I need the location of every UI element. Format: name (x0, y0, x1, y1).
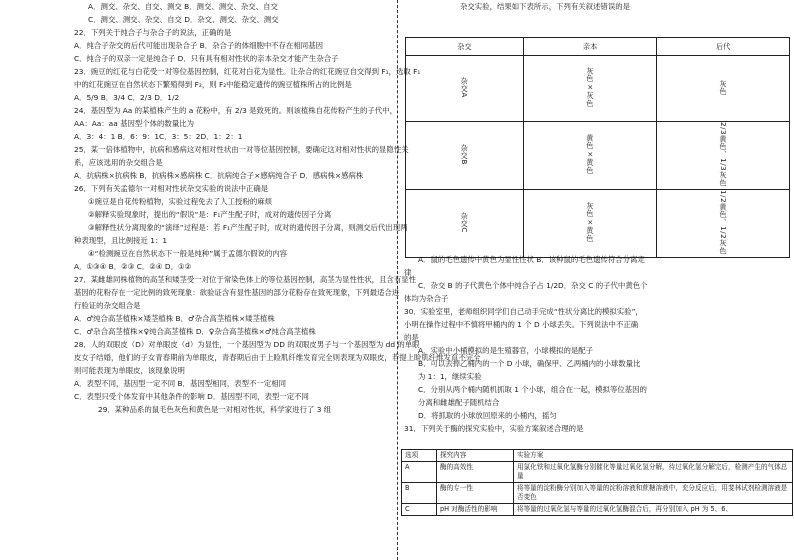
exp-option-b: B (405, 484, 410, 492)
offspring-a: 灰色 (718, 79, 728, 95)
right-column (404, 0, 790, 513)
genetics-row-b (406, 122, 790, 190)
text-line: 则可能表现为单眼皮，该现象说明 (74, 366, 185, 375)
text-line: 律 (404, 268, 412, 277)
parents-b: 黄色×黄色 (585, 134, 595, 175)
exp-topic-a: 酶的高效性 (440, 463, 473, 471)
text-line: ②解释实验现象时，提出的“假说”是：F₁产生配子时，成对的遗传因子分离 (88, 210, 332, 219)
text-line: D．将抓取的小球放回原来的小桶内，摇匀 (418, 411, 557, 420)
exp-topic-b: 酶的专一性 (440, 484, 473, 492)
text-line: 24．基因型为 Aa 的某植株产生的 a 花粉中，有 2/3 是致死的。则该植株自花传粉产生的子代中， (74, 106, 397, 115)
text-line: B．可以去掉乙桶内的一个 D 小球，确保甲、乙两桶内的小球数量比 (418, 359, 641, 368)
column-divider (397, 0, 398, 560)
right-text-after-table (404, 253, 790, 435)
text-line: 体均为杂合子 (404, 294, 449, 303)
text-line: 分离和雌雄配子随机结合 (418, 398, 500, 407)
text-line: A．测交、杂交、自交、测交 B．测交、测交、杂交、自交 (88, 2, 278, 11)
exp-option-c: C (405, 505, 410, 513)
text-line: 系，应该选用的杂交组合是 (74, 158, 163, 167)
text-line: 25．某一倍体植物中，抗病和感病这对相对性状由一对等位基因控制，要确定这对相对性状的显隐性关 (74, 145, 409, 154)
text-line: A．鼠的毛色遗传中黄色为显性性状 B．该种鼠的毛色遗传符合分离定 (418, 255, 645, 264)
exp-header-option: 选项 (405, 451, 419, 459)
text-line: ④“检测豌豆在自然状态下一般是纯种”属于孟德尔假说的内容 (88, 249, 288, 258)
exp-option-a: A (405, 463, 410, 471)
text-line: 的是 (404, 333, 419, 342)
header-parents: 亲本 (582, 41, 598, 51)
text-line: 30．实验室里，老师组织同学们自己动手完成“性状分离比的模拟实验”， (404, 307, 643, 316)
text-line: 基因的花粉存在一定比例的致死现象：欲验证含有显性基因的部分花粉存在致死现象，下列最适合进 (74, 288, 400, 297)
text-line: 皮女子结婚，他们的子女青春期前为单眼皮，青春期后由于上睑肌纤维发育完全则表现为双眼皮，若提上睑肌纤维发育不完全 (74, 353, 481, 362)
text-line: A．3：4：1 B．6：9：1C．3：5：2D．1：2：1 (74, 132, 243, 141)
genetics-table-header-row (406, 38, 790, 56)
text-line: C．分别从两个桶内随机抓取 1 个小球，组合在一起，模拟等位基因的 (418, 385, 647, 394)
text-line: A．抗病株×抗病株 B．抗病株×感病株 C．抗病纯合子×感病纯合子 D．感病株×感病株 (74, 171, 364, 180)
exp-row-c (402, 504, 793, 516)
cross-b: 杂交B (460, 143, 470, 165)
exp-header-plan: 实验方案 (517, 451, 544, 459)
text-line: A．表型不同，基因型一定不同 B．基因型相同，表型不一定相同 (74, 379, 287, 388)
text-line: C．表型只受个体发育中其他条件的影响 D．基因型不同，表型一定不同 (74, 392, 309, 401)
exp-row-b (402, 483, 793, 504)
text-line: A．♂纯合高茎植株×矮茎植株 B．♂杂合高茎植株×矮茎植株 (74, 314, 275, 323)
exp-plan-a: 用氯化铁和过氧化氢酶分别催化等量过氧化氢分解，待过氧化氢分解完后，检测产生的气体总量 (517, 463, 788, 480)
genetics-row-c (406, 190, 790, 258)
text-line: 23．豌豆的红花与白花受一对等位基因控制，红花对白花为显性。让杂合的红花豌豆自交得到 F₁，选取 F₁ (74, 67, 421, 76)
exp-table-header-row (402, 450, 793, 462)
text-line: 为 1：1，继续实验 (418, 372, 482, 381)
text-line: ③解释性状分离现象的“演绎”过程是：若 F₁产生配子时，成对的遗传因子分离，则测交后代出现两 (88, 223, 408, 232)
text-line: AA：Aa：aa 基因型个体的数量比为 (74, 119, 194, 128)
header-offspring: 后代 (715, 41, 731, 51)
text-line: 26．下列有关孟德尔一对相对性状杂交实验的说法中正确是 (74, 184, 269, 193)
cross-c: 杂交C (460, 212, 470, 233)
text-line: C．纯合子的双亲一定是纯合子 D．只有具有相对性状的亲本杂交才能产生杂合子 (74, 54, 339, 63)
text-line: C．测交、测交、杂交、自交 D．杂交、测交、杂交、测交 (88, 15, 279, 24)
parents-c: 灰色×黄色 (585, 202, 595, 243)
text-line: C．杂交 B 的子代黄色个体中纯合子占 1/2D．杂交 C 的子代中黄色个 (418, 281, 648, 290)
exp-row-a (402, 462, 793, 483)
parents-a: 灰色×灰色 (585, 67, 595, 108)
text-line: 22．下列关于纯合子与杂合子的说法，正确的是 (74, 28, 232, 37)
text-line: ①豌豆是自花传粉植物，实验过程免去了人工授粉的麻烦 (88, 197, 273, 206)
cross-a: 杂交A (460, 76, 470, 98)
text-line: 行验证的杂交组合是 (74, 301, 141, 310)
exp-plan-c: 将等量的过氧化氢与等量的过氧化氢酶混合后，再分别加入 pH 为 5、6、 (517, 505, 733, 513)
offspring-c: 1/2黄色、1/2灰色 (718, 190, 728, 255)
text-line: 28．人的双眼皮（D）对单眼皮（d）为显性，一个基因型为 DD 的双眼皮男子与一个基因型为 dd 的单眼 (74, 340, 420, 349)
text-line: 27．某雌雄同株植物的高茎和矮茎受一对位于常染色体上的等位基因控制，高茎为显性性状，且含有显性 (74, 275, 416, 284)
exp-header-topic: 探究内容 (440, 451, 467, 459)
text-line: C．♂杂合高茎植株×♀纯合高茎植株 D．♀杂合高茎植株×♂纯合高茎植株 (74, 327, 316, 336)
text-line: 31．下列关于酶的探究实验中，实验方案叙述合理的是 (404, 424, 584, 433)
question-29-intro: 杂交实验，结果如下表所示，下列有关叙述错误的是 (460, 2, 630, 11)
enzyme-experiment-table (401, 449, 793, 516)
text-line: A．纯合子杂交的后代可能出现杂合子 B．杂合子的体细胞中不存在相同基因 (74, 41, 323, 50)
text-line: A．5/9 B．3/4 C．2/3 D．1/2 (74, 93, 180, 102)
exp-plan-b: 将等量的淀粉酶分别加入等量的淀粉溶液和蔗糖溶液中，充分反应后，用斐林试剂检测溶液是否变色 (517, 484, 788, 501)
text-line: A．①③④ B．②③ C．②④ D．①② (74, 262, 192, 271)
header-cross: 杂交 (457, 41, 472, 51)
exp-topic-c: pH 对酶活性的影响 (440, 505, 498, 513)
text-line: 中的红花豌豆在自然状态下繁殖得到 F₂，则 F₂中能稳定遗传的豌豆植株所占的比例是 (74, 80, 352, 89)
text-line: 种表现型，且比例接近 1：1 (74, 236, 168, 245)
offspring-b: 2/3黄色、1/3灰色 (718, 122, 728, 187)
genetics-cross-table (405, 37, 790, 258)
text-line: 29．某种品系的鼠毛色灰色和黄色是一对相对性状，科学家进行了 3 组 (98, 405, 332, 414)
text-line: A．实验中小桶模拟的是生殖器官，小球模拟的是配子 (418, 346, 594, 355)
text-line: 小明在操作过程中不慎将甲桶内的 1 个 D 小球丢失。下列说法中不正确 (404, 320, 639, 329)
genetics-row-a (406, 56, 790, 122)
